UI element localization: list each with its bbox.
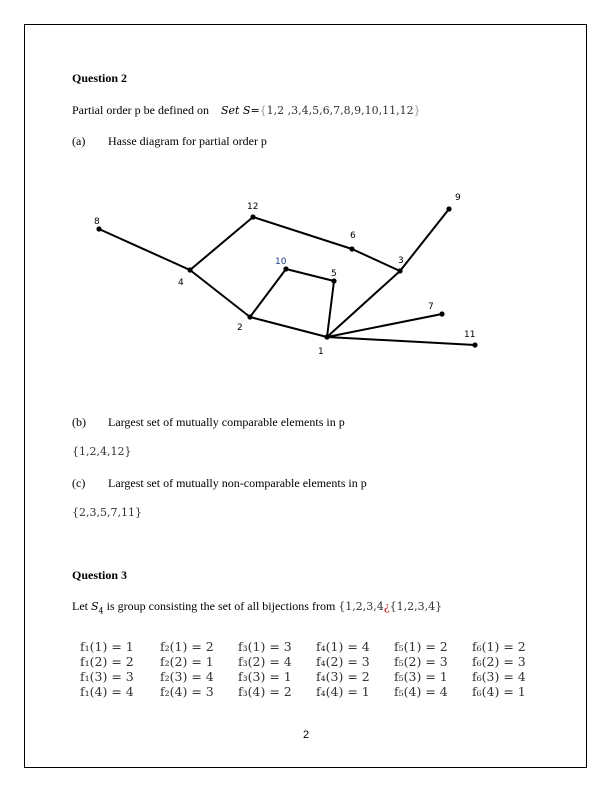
group-subscript: 4 bbox=[98, 606, 104, 616]
bijection-entry: f₅(3) = 1 bbox=[394, 669, 448, 684]
node-9 bbox=[446, 206, 451, 211]
node-label-6: 6 bbox=[350, 231, 356, 241]
bijection-entry: f₃(2) = 4 bbox=[238, 654, 292, 669]
node-4 bbox=[187, 267, 192, 272]
node-label-5: 5 bbox=[331, 269, 337, 279]
edge-1-7 bbox=[327, 314, 442, 337]
bijection-entry: f₃(1) = 3 bbox=[238, 639, 292, 654]
q2-intro-text: Partial order p be defined on bbox=[72, 103, 209, 117]
node-1 bbox=[324, 334, 329, 339]
node-10 bbox=[283, 266, 288, 271]
set-equals: = bbox=[250, 104, 260, 117]
question-2-heading: Question 2 bbox=[72, 71, 128, 85]
bijection-entry: f₁(1) = 1 bbox=[80, 639, 134, 654]
bijection-entry: f₄(3) = 2 bbox=[316, 669, 370, 684]
part-c-text: Largest set of mutually non-comparable elements in p bbox=[108, 476, 367, 490]
bijection-entry: f₂(3) = 4 bbox=[160, 669, 214, 684]
part-b-text: Largest set of mutually comparable elements in p bbox=[108, 415, 345, 429]
part-a-tag: (a) bbox=[72, 134, 86, 148]
node-label-1: 1 bbox=[318, 347, 324, 357]
node-label-2: 2 bbox=[237, 323, 243, 333]
part-c bbox=[72, 476, 367, 491]
node-label-9: 9 bbox=[455, 193, 461, 203]
node-label-11: 11 bbox=[464, 330, 476, 340]
bijection-entry: f₆(1) = 2 bbox=[472, 639, 526, 654]
part-b-tag: (b) bbox=[72, 415, 86, 429]
edge-4-12 bbox=[190, 217, 253, 270]
node-label-3: 3 bbox=[398, 256, 404, 266]
edge-1-2 bbox=[250, 317, 327, 337]
part-c-answer: {2,3,5,7,11} bbox=[72, 506, 142, 519]
node-3 bbox=[397, 268, 402, 273]
edge-1-5 bbox=[327, 281, 334, 337]
bijection-entry: f₄(4) = 1 bbox=[316, 684, 370, 699]
edge-10-5 bbox=[286, 269, 334, 281]
bijection-entry: f₄(1) = 4 bbox=[316, 639, 370, 654]
part-b bbox=[72, 415, 345, 430]
domain-set: {1,2,3,4 bbox=[338, 600, 384, 613]
bijection-entry: f₄(2) = 3 bbox=[316, 654, 370, 669]
node-11 bbox=[472, 342, 477, 347]
group-symbol: S bbox=[91, 600, 99, 613]
bijection-entry: f₅(1) = 2 bbox=[394, 639, 448, 654]
bijection-entry: f₂(1) = 2 bbox=[160, 639, 214, 654]
q3-intro-text-2: is group consisting the set of all bijections from bbox=[106, 599, 336, 613]
bijection-column-3 bbox=[238, 639, 292, 699]
edge-4-8 bbox=[99, 229, 190, 270]
bijection-column-6 bbox=[472, 639, 526, 699]
node-6 bbox=[349, 246, 354, 251]
page-number: 2 bbox=[303, 729, 310, 741]
edge-1-3 bbox=[327, 271, 400, 337]
node-5 bbox=[331, 278, 336, 283]
bijection-entry: f₆(4) = 1 bbox=[472, 684, 526, 699]
bijection-entry: f₃(4) = 2 bbox=[238, 684, 292, 699]
bijection-entry: f₁(2) = 2 bbox=[80, 654, 134, 669]
part-b-answer: {1,2,4,12} bbox=[72, 445, 132, 458]
edge-2-10 bbox=[250, 269, 286, 317]
bijection-column-2 bbox=[160, 639, 214, 699]
node-7 bbox=[439, 311, 444, 316]
bijection-column-4 bbox=[316, 639, 370, 699]
node-label-12: 12 bbox=[247, 202, 259, 212]
bijection-entry: f₃(3) = 1 bbox=[238, 669, 292, 684]
node-label-10: 10 bbox=[275, 257, 287, 267]
q3-intro-text: Let bbox=[72, 599, 88, 613]
glitch-char: ¿ bbox=[383, 600, 390, 613]
edge-2-4 bbox=[190, 270, 250, 317]
set-close-brace: } bbox=[413, 104, 421, 117]
part-a-text: Hasse diagram for partial order p bbox=[108, 134, 267, 148]
bijection-entry: f₅(4) = 4 bbox=[394, 684, 448, 699]
bijection-entry: f₆(2) = 3 bbox=[472, 654, 526, 669]
question-3-heading: Question 3 bbox=[72, 568, 128, 582]
edge-12-6 bbox=[253, 217, 352, 249]
codomain-set: {1,2,3,4} bbox=[389, 600, 443, 613]
bijection-entry: f₁(4) = 4 bbox=[80, 684, 134, 699]
edge-3-9 bbox=[400, 209, 449, 271]
set-values: 1,2 ,3,4,5,6,7,8,9,10,11,12 bbox=[266, 104, 414, 117]
node-label-4: 4 bbox=[178, 278, 184, 288]
edge-1-11 bbox=[327, 337, 475, 345]
edge-6-3 bbox=[352, 249, 400, 271]
bijection-entry: f₂(2) = 1 bbox=[160, 654, 214, 669]
bijection-column-5 bbox=[394, 639, 448, 699]
node-8 bbox=[96, 226, 101, 231]
bijection-column-1 bbox=[80, 639, 134, 699]
bijection-entry: f₅(2) = 3 bbox=[394, 654, 448, 669]
part-c-tag: (c) bbox=[72, 476, 86, 490]
set-label: Set S bbox=[220, 104, 251, 117]
bijection-entry: f₂(4) = 3 bbox=[160, 684, 214, 699]
node-label-8: 8 bbox=[94, 217, 100, 227]
node-12 bbox=[250, 214, 255, 219]
node-2 bbox=[247, 314, 252, 319]
bijection-entry: f₁(3) = 3 bbox=[80, 669, 134, 684]
set-open-brace: { bbox=[259, 104, 267, 117]
q3-intro bbox=[72, 599, 442, 615]
bijection-entry: f₆(3) = 4 bbox=[472, 669, 526, 684]
node-label-7: 7 bbox=[428, 302, 434, 312]
